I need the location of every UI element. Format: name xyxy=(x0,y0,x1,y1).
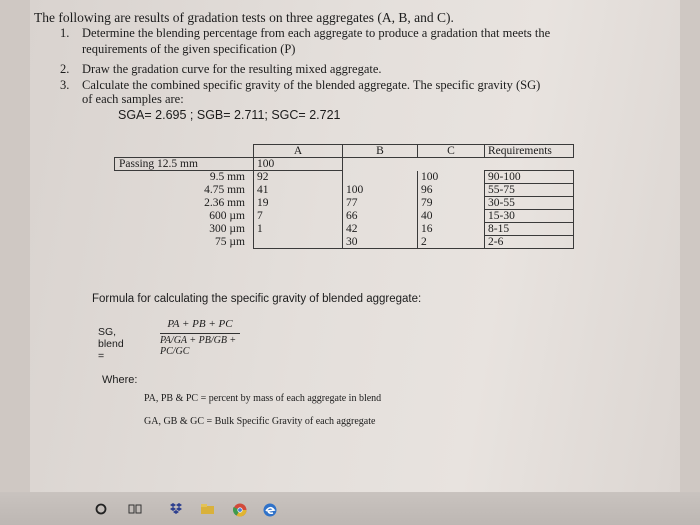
formula-denominator: PA/GA + PB/GB + PC/GC xyxy=(160,335,237,357)
definition-percent-mass: PA, PB & PC = percent by mass of each aggregate in blend xyxy=(144,393,382,404)
formula-numerator: PA + PB + PC xyxy=(167,318,233,330)
header-a: A xyxy=(254,145,343,158)
cell-b xyxy=(343,171,418,184)
cell-b: 30 xyxy=(343,236,418,249)
cell-a: 41 xyxy=(254,184,343,197)
cell-c: 100 xyxy=(418,171,485,184)
table-row xyxy=(115,158,574,171)
table-row xyxy=(115,210,574,223)
cell-requirement: 2-6 xyxy=(485,236,574,249)
cell-c: 40 xyxy=(418,210,485,223)
cell-b: 42 xyxy=(343,223,418,236)
header-requirements-value: 100 xyxy=(254,158,343,171)
cell-a: 92 xyxy=(254,171,343,184)
cell-a: 1 xyxy=(254,223,343,236)
cell-c: 96 xyxy=(418,184,485,197)
sieve-cell: 300 µm xyxy=(209,222,245,235)
definition-bulk-sg: GA, GB & GC = Bulk Specific Gravity of each aggregate xyxy=(144,416,376,427)
sieve-cell: 600 µm xyxy=(209,209,245,222)
sieve-cell: 9.5 mm xyxy=(209,171,245,183)
table-row xyxy=(115,184,574,197)
cell-c: 2 xyxy=(418,236,485,249)
question-text-line: of each samples are: xyxy=(82,92,184,106)
cell-requirement: 30-55 xyxy=(485,197,574,210)
cell-requirement: 90-100 xyxy=(485,171,574,184)
task-view-icon[interactable] xyxy=(128,502,144,519)
header-b: B xyxy=(343,145,418,158)
folder-icon[interactable] xyxy=(200,502,216,519)
table-row xyxy=(115,171,574,184)
table-row xyxy=(115,197,574,210)
table-row xyxy=(115,223,574,236)
formula-title: Formula for calculating the specific gravity of blended aggregate: xyxy=(92,293,422,305)
question-text-line: Calculate the combined specific gravity of the blended aggregate. The specific gravity (SG) xyxy=(82,78,541,92)
where-label: Where: xyxy=(102,374,138,386)
table-row xyxy=(115,236,574,249)
fraction-bar xyxy=(160,333,240,334)
question-text-line: requirements of the given specification (P) xyxy=(82,42,296,56)
sieve-cell: 4.75 mm xyxy=(204,183,245,196)
cell-c: 16 xyxy=(418,223,485,236)
question-number: 3. xyxy=(60,78,70,92)
cell-requirement: 8-15 xyxy=(485,223,574,236)
question-number: 2. xyxy=(60,62,70,76)
cell-a: 19 xyxy=(254,197,343,210)
sieve-cell: Passing 12.5 mm xyxy=(115,158,254,171)
question-text-line: Determine the blending percentage from each aggregate to produce a gradation that meets the xyxy=(82,26,551,40)
cell-b: 100 xyxy=(343,184,418,197)
header-c: C xyxy=(418,145,485,158)
sieve-cell: 75 µm xyxy=(215,235,245,248)
cell-a: 7 xyxy=(254,210,343,223)
cell-requirement: 55-75 xyxy=(485,184,574,197)
formula-lhs: SG, blend = xyxy=(98,326,124,362)
cell-requirement: 15-30 xyxy=(485,210,574,223)
edge-icon[interactable] xyxy=(262,502,278,521)
question-number: 1. xyxy=(60,26,70,40)
dropbox-icon[interactable] xyxy=(168,502,184,519)
sieve-cell: 2.36 mm xyxy=(204,196,245,209)
cell-c: 79 xyxy=(418,197,485,210)
circle-icon[interactable] xyxy=(94,502,108,519)
intro-text: The following are results of gradation tests on three aggregates (A, B, and C). xyxy=(34,10,454,25)
question-text-line: Draw the gradation curve for the resulting mixed aggregate. xyxy=(82,62,382,76)
chrome-icon[interactable] xyxy=(232,502,248,521)
cell-a xyxy=(254,236,343,249)
cell-b: 66 xyxy=(343,210,418,223)
gradation-table xyxy=(114,144,574,249)
specific-gravity-values: SGA= 2.695 ; SGB= 2.711; SGC= 2.721 xyxy=(118,108,341,122)
table-row xyxy=(115,145,574,158)
header-requirements: Requirements xyxy=(485,145,574,158)
cell-b: 77 xyxy=(343,197,418,210)
